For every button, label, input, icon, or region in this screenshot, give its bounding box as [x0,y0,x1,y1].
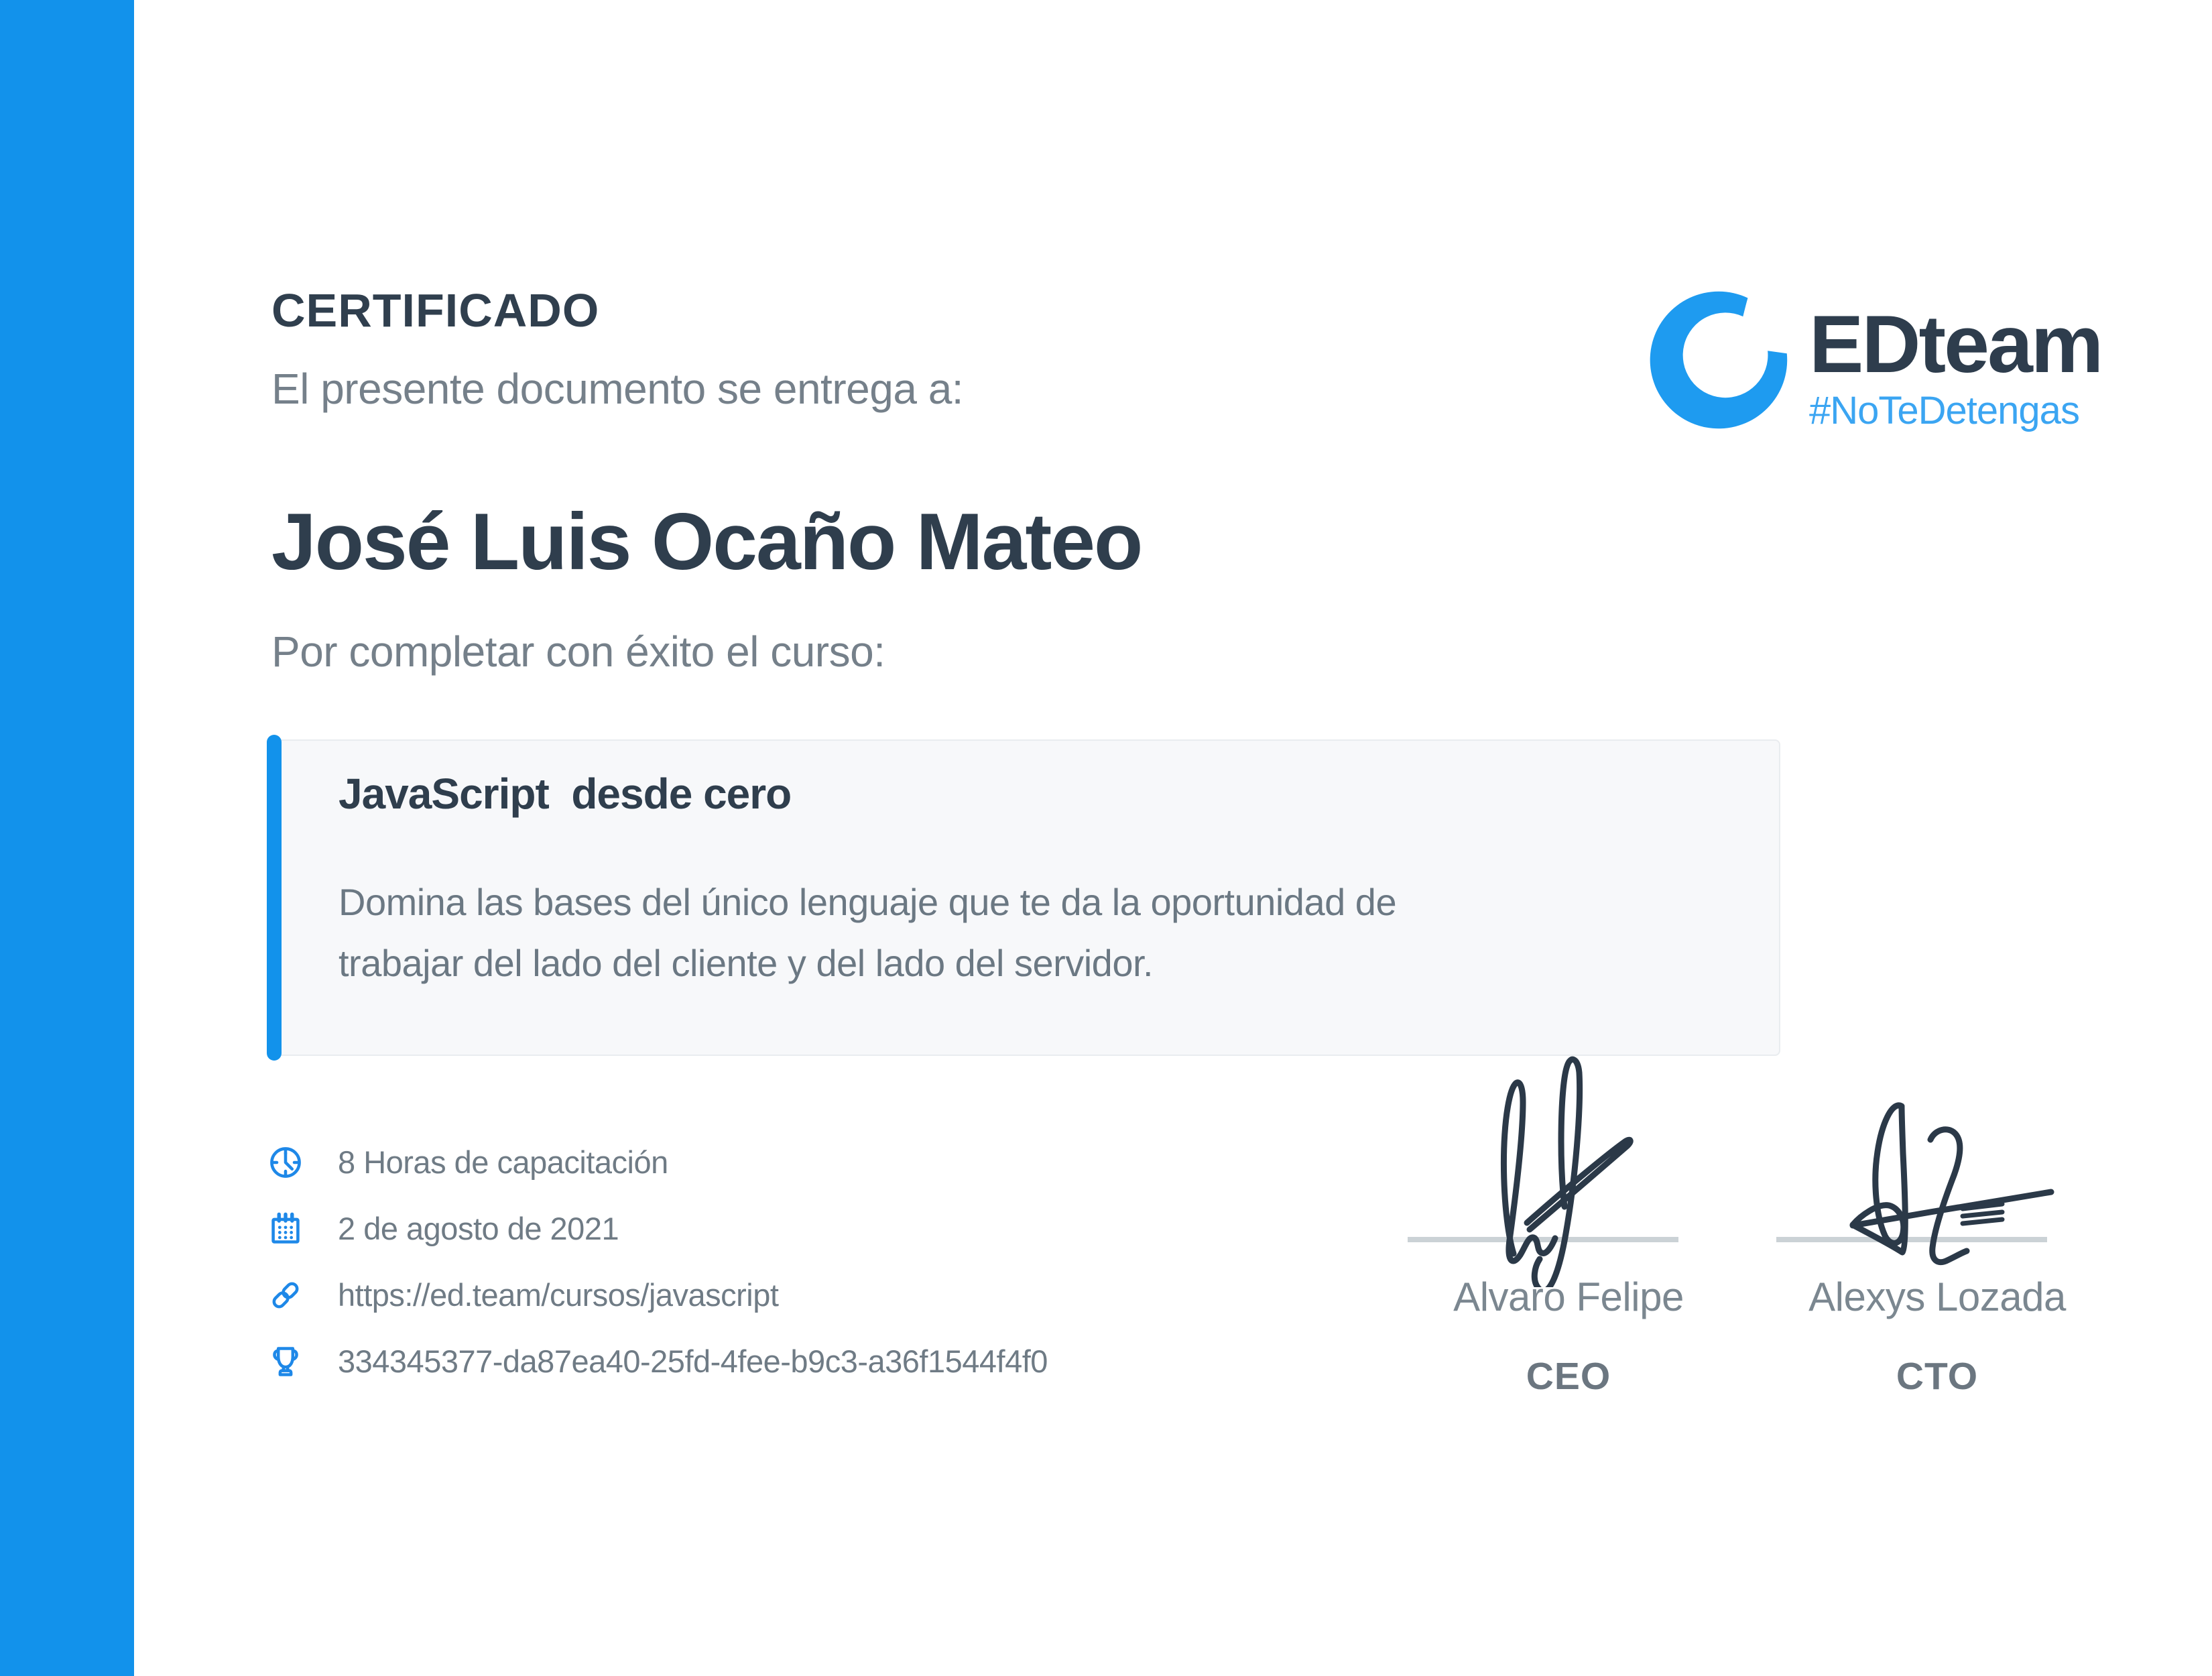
signature-alvaro-icon [1394,1046,1716,1287]
edteam-logo [1644,284,2101,435]
details-list [268,1129,1048,1394]
edteam-tagline: #NoTeDetengas [1809,389,2079,432]
signatory-name: Alvaro Felipe [1453,1274,1684,1319]
detail-row-duration [268,1129,1048,1195]
edteam-brand-text: EDteam [1809,298,2102,390]
calendar-icon [268,1211,303,1246]
link-icon [268,1278,303,1313]
trophy-icon [268,1344,303,1379]
signatory-role: CTO [1896,1355,1979,1398]
recipient-name: José Luis Ocaño Mateo [271,497,1142,587]
detail-row-date [268,1195,1048,1262]
detail-row-certificate-id [268,1328,1048,1394]
certificate-title: CERTIFICADO [271,284,600,337]
signature-alexys-icon [1770,1073,2078,1287]
detail-certificate-id: 334345377-da87ea40-25fd-4fee-b9c3-a36f1544f4f0 [338,1343,1048,1379]
lead-in-text: Por completar con éxito el curso: [271,627,885,676]
certificate-subtitle: El presente documento se entrega a: [271,365,964,413]
detail-url[interactable]: https://ed.team/cursos/javascript [338,1277,779,1313]
clock-icon [268,1145,303,1180]
detail-date: 2 de agosto de 2021 [338,1211,619,1246]
course-title: JavaScript desde cero [339,770,792,818]
course-accent-bar [267,735,282,1061]
course-description: Domina las bases del único lenguaje que te da la oportunidad de trabajar del lado del cliente y del lado del servidor. [339,881,1397,985]
detail-duration: 8 Horas de capacitación [338,1144,668,1180]
edteam-circle-icon [1644,284,1794,435]
left-accent-stripe [0,0,134,1676]
signatory-role: CEO [1526,1355,1611,1398]
detail-row-url [268,1262,1048,1328]
signatory-name: Alexys Lozada [1808,1274,2066,1319]
